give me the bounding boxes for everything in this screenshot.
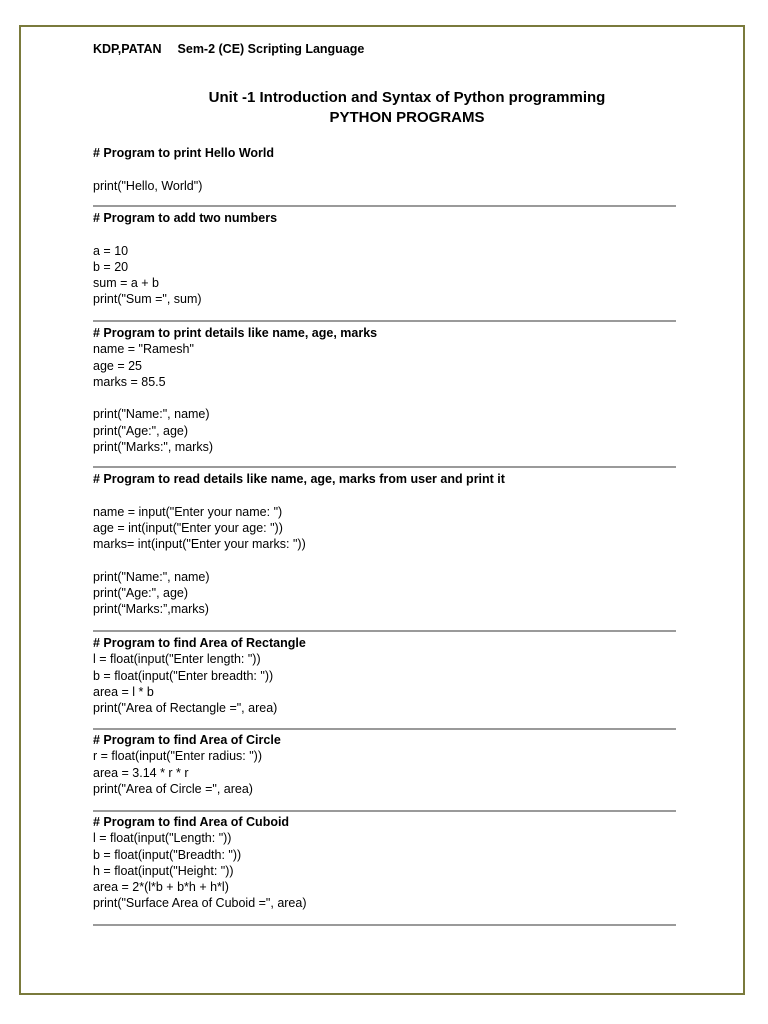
code-line: marks= int(input("Enter your marks: ")) bbox=[93, 537, 306, 552]
document-subtitle: PYTHON PROGRAMS bbox=[329, 109, 485, 126]
program-heading: # Program to find Area of Circle bbox=[93, 733, 281, 747]
code-line: l = float(input("Enter length: ")) bbox=[93, 652, 261, 667]
code-line: h = float(input("Height: ")) bbox=[93, 863, 234, 878]
code-line: print(“Marks:”,marks) bbox=[93, 602, 209, 617]
section-divider bbox=[93, 320, 676, 322]
section-divider bbox=[93, 466, 676, 468]
program-heading: # Program to find Area of Rectangle bbox=[93, 636, 306, 650]
code-line: sum = a + b bbox=[93, 276, 160, 291]
page-header bbox=[93, 42, 364, 56]
program-section bbox=[93, 732, 676, 797]
section-divider bbox=[93, 810, 676, 812]
code-line: b = float(input("Enter breadth: ")) bbox=[93, 668, 274, 683]
code-line: print("Age:", age) bbox=[93, 423, 189, 438]
code-line: print("Area of Circle =", area) bbox=[93, 781, 253, 796]
code-line: a = 10 bbox=[93, 243, 129, 258]
program-heading: # Program to add two numbers bbox=[93, 211, 278, 225]
code-line: r = float(input("Enter radius: ")) bbox=[93, 749, 263, 764]
code-line: age = int(input("Enter your age: ")) bbox=[93, 520, 283, 535]
program-section bbox=[93, 145, 676, 194]
section-divider bbox=[93, 205, 676, 207]
code-line: name = "Ramesh" bbox=[93, 342, 194, 357]
code-line: print("Age:", age) bbox=[93, 586, 189, 601]
code-line: b = 20 bbox=[93, 259, 129, 274]
code-line: age = 25 bbox=[93, 358, 143, 373]
code-line: print("Sum =", sum) bbox=[93, 292, 202, 307]
program-heading: # Program to find Area of Cuboid bbox=[93, 815, 290, 829]
code-line: marks = 85.5 bbox=[93, 374, 166, 389]
code-line: print("Surface Area of Cuboid =", area) bbox=[93, 896, 307, 911]
code-line: b = float(input("Breadth: ")) bbox=[93, 847, 242, 862]
blank-line bbox=[93, 390, 676, 406]
code-line: l = float(input("Length: ")) bbox=[93, 831, 232, 846]
blank-line bbox=[93, 487, 676, 503]
code-line: print("Name:", name) bbox=[93, 407, 210, 422]
blank-line bbox=[93, 161, 676, 177]
program-heading: # Program to read details like name, age, marks from user and print it bbox=[93, 472, 505, 486]
code-line: print("Marks:", marks) bbox=[93, 440, 213, 455]
section-divider bbox=[93, 630, 676, 632]
code-line: print("Hello, World") bbox=[93, 178, 203, 193]
code-line: area = 3.14 * r * r bbox=[93, 765, 189, 780]
course-name: Sem-2 (CE) Scripting Language bbox=[177, 42, 365, 56]
program-section bbox=[93, 635, 676, 716]
section-divider bbox=[93, 924, 676, 926]
program-section bbox=[93, 814, 676, 912]
program-section bbox=[93, 471, 676, 618]
program-heading: # Program to print details like name, age, marks bbox=[93, 326, 378, 340]
blank-line bbox=[93, 552, 676, 568]
blank-line bbox=[93, 226, 676, 242]
program-heading: # Program to print Hello World bbox=[93, 146, 275, 160]
document-title: Unit -1 Introduction and Syntax of Python programming bbox=[208, 89, 606, 106]
code-line: print("Name:", name) bbox=[93, 569, 210, 584]
institution-name: KDP,PATAN bbox=[93, 42, 162, 56]
code-line: print("Area of Rectangle =", area) bbox=[93, 701, 278, 716]
code-line: area = 2*(l*b + b*h + h*l) bbox=[93, 880, 229, 895]
section-divider bbox=[93, 728, 676, 730]
code-line: name = input("Enter your name: ") bbox=[93, 504, 283, 519]
code-line: area = l * b bbox=[93, 684, 154, 699]
program-section bbox=[93, 325, 676, 455]
program-section bbox=[93, 210, 676, 308]
